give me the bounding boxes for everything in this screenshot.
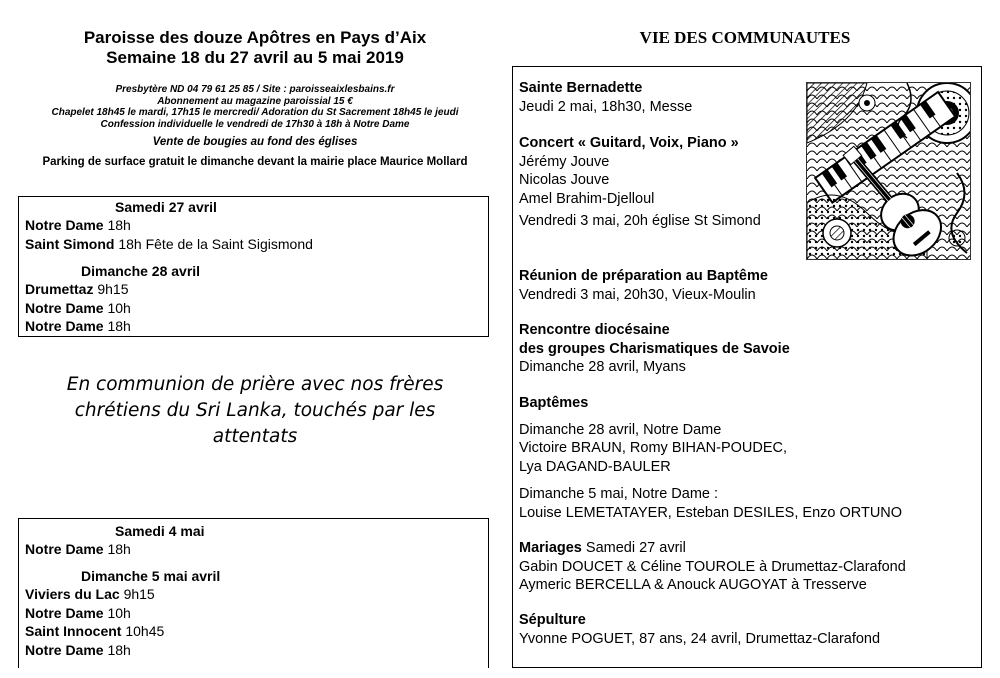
section-heading: Rencontre diocésaine [519,322,670,338]
info-line: Presbytère ND 04 79 61 25 85 / Site : paroisseaixlesbains.fr [115,84,395,95]
section-line: Lya DAGAND-BAULER [519,458,671,475]
mass-time: 10h45 [121,623,165,639]
prayer-line: attentats [212,426,298,447]
section-line: Yvonne POGUET, 87 ans, 24 avril, Drumettaz-Clarafond [519,630,881,647]
week-range: Semaine 18 du 27 avril au 5 mai 2019 [106,48,404,67]
mass-place: Viviers du Lac [25,586,120,602]
saturday-masses [25,216,313,253]
mass-time: 18h [103,318,131,334]
info-line: Abonnement au magazine paroissial 15 € [157,95,353,107]
mass-entry [25,299,131,318]
bulletin-title [0,28,510,68]
section-line: Dimanche 28 avril, Notre Dame [519,421,722,438]
candle-sale-note: Vente de bougies au fond des églises [152,136,358,148]
section-line: Gabin DOUCET & Céline TOUROLE à Drumettaz-Clarafond [519,558,906,575]
saturday-heading: Samedi 4 mai [115,523,205,539]
mass-place: Notre Dame [25,541,104,557]
mass-time: 18h [103,217,131,233]
section-line: Vendredi 3 mai, 20h église St Simond [519,213,761,229]
mass-entry [25,604,164,623]
section-concert [519,134,761,231]
prayer-line: chrétiens du Sri Lanka, touchés par les [74,400,436,421]
section-line: Dimanche 5 mai, Notre Dame : [519,486,719,502]
mass-place: Notre Dame [25,299,104,316]
parish-info [0,84,510,130]
section-heading: Baptêmes [519,395,589,411]
mass-place: Notre Dame [25,318,104,334]
parking-note: Parking de surface gratuit le dimanche devant la mairie place Maurice Mollard [42,156,468,168]
parish-name: Paroisse des douze Apôtres en Pays d’Aix [83,28,427,47]
section-bapteme-preparation [519,267,768,304]
section-rencontre [519,321,790,377]
mass-time: 18h [103,641,131,658]
mass-place: Saint Simond [25,235,115,252]
mass-entry [25,235,313,254]
illustration-drawing [807,83,971,260]
sunday-heading: Dimanche 5 mai avril [81,568,221,584]
section-date: Samedi 27 avril [581,540,686,556]
mass-time: 18h Fête de la Saint Sigismond [114,235,313,252]
section-mariages [519,539,906,595]
mass-place: Drumettaz [25,281,94,297]
section-heading: Mariages [519,540,582,556]
section-baptemes [519,394,902,522]
mass-place: Saint Innocent [25,623,122,639]
mass-place: Notre Dame [25,641,104,658]
section-heading: Sainte Bernadette [519,80,643,96]
mass-place: Notre Dame [25,604,104,621]
mass-time: 9h15 [119,586,155,602]
mass-time: 10h [103,604,131,621]
mass-time: 9h15 [93,281,129,297]
prayer-line: En communion de prière avec nos frères [66,374,444,395]
section-sainte-bernadette [519,79,692,116]
section-line: Louise LEMETATAYER, Esteban DESILES, Enzo ORTUNO [519,504,903,521]
zentangle-guitar-piano-illustration [806,82,971,260]
prayer-intention [20,372,490,450]
mass-entry [25,540,131,559]
sunday-masses [25,585,164,659]
section-line: Jeudi 2 mai, 18h30, Messe [519,98,693,115]
section-line: Victoire BRAUN, Romy BIHAN-POUDEC, [519,440,788,456]
section-line: Aymeric BERCELLA & Anouck AUGOYAT à Tresserve [519,577,867,593]
mass-time: 10h [103,299,131,316]
mass-entry [25,280,131,299]
saturday-masses [25,540,131,559]
mass-entry [25,585,164,604]
performer-name: Jérémy Jouve [519,153,610,170]
mass-time: 18h [103,541,131,557]
section-heading: Réunion de préparation au Baptême [519,268,768,284]
mass-entry [25,641,164,660]
section-heading: Sépulture [519,612,586,628]
sunday-heading: Dimanche 28 avril [81,263,201,279]
section-heading: des groupes Charismatiques de Savoie [519,340,790,357]
mass-place: Notre Dame [25,217,104,233]
performer-name: Nicolas Jouve [519,172,610,188]
section-line: Dimanche 28 avril, Myans [519,359,686,375]
mass-entry [25,317,131,336]
mass-schedule-week2 [18,518,489,668]
info-line: Confession individuelle le vendredi de 17h30 à 18h à Notre Dame [100,118,410,130]
saturday-heading: Samedi 27 avril [115,199,217,215]
mass-entry [25,216,313,235]
mass-entry [25,622,164,641]
performer-name: Amel Brahim-Djelloul [519,190,655,207]
section-sepulture [519,611,880,648]
section-heading: Concert « Guitard, Voix, Piano » [519,135,739,151]
sunday-masses [25,280,131,336]
mass-schedule-week1 [18,196,489,337]
community-life-title: VIE DES COMMUNAUTES [639,28,851,47]
section-line: Vendredi 3 mai, 20h30, Vieux-Moulin [519,286,756,303]
info-line: Chapelet 18h45 le mardi, 17h15 le mercredi/ Adoration du St Sacrement 18h45 le jeudi [51,107,459,118]
